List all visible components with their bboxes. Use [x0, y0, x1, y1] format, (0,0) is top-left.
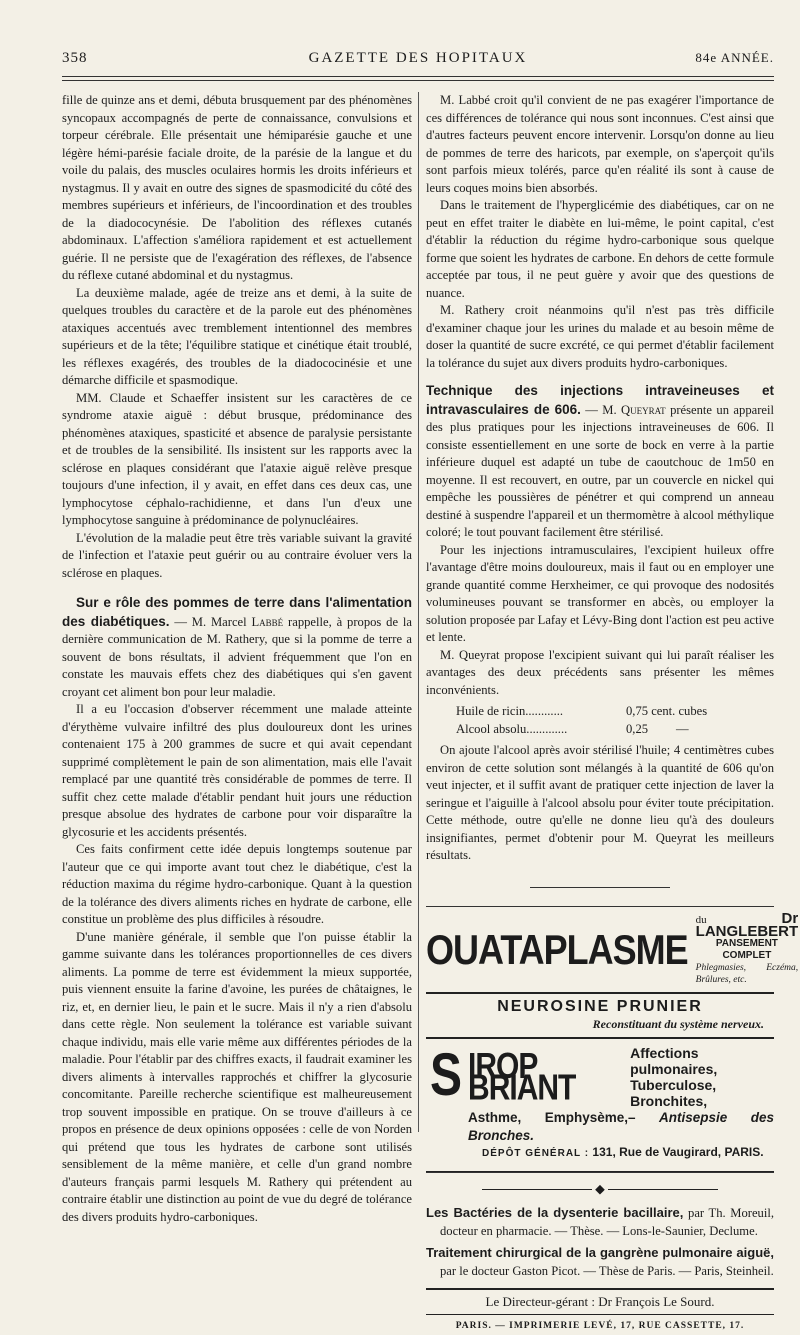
paragraph: D'une manière générale, il semble que l'on puisse établir la gamme suivante dans les tolérances proportionnelles de ces divers aliments. La pomme de terre est évidemment la mieux supportée, puis viennent ensuite la farine d'avoine, les purées de châtaignes, le riz, et, en dernier lieu, le pain et le sucre. Mais il n'y a rien d'absolu dans cette règle. Non seulement la tolérance est variable suivant chaque individu, mais elle varie même aux différentes périodes de la maladie. Pour l'établir par des chiffres exacts, il faudrait examiner les divers aliments à intervalles rapprochés et chiffrer la glycosurie concomitante. Pareille recherche scientifique est malheureusement trop souvent impossible en pratique. On se trouve d'ailleurs à ce propos en présence de deux opinions opposées : celle de von Norden qui prétend que tous les hydrates de carbone sont utilisés sensiblement de la même manière, et celle d'un grand nombre d'auteurs français parmi lesquels M. Rathery qui prétendent au contraire établir une distinction au point de vue du degré de tolérance des divers produits hydro-carboniques.: [62, 929, 412, 1227]
ad-indications: Phlegmasies, Eczéma, Brûlures, etc.: [696, 962, 799, 986]
ingredient-value: 0,25: [626, 721, 676, 739]
ingredient-name: Alcool absolu.............: [456, 721, 626, 739]
right-column: [426, 92, 774, 1335]
ad-depot: [468, 1144, 774, 1163]
biblio-title: Traitement chirurgical de la gangrène pulmonaire aiguë,: [426, 1245, 774, 1260]
ad-initial: S: [430, 1045, 462, 1163]
header-rule: [62, 80, 774, 81]
ad-top-line: [468, 1045, 774, 1109]
paragraph: MM. Claude et Schaeffer insistent sur les caractères de ce syndrome ataxie aiguë : début brusque, prédominance des phénomènes ataxiques, spasticité et absence de paralysie persistante et de troubles de la sensibilité. Ils insistent sur les rapports avec la sclérose en plaques considérant que l'ataxie aiguë relève presque toujours d'une infection, il y avait, en effet dans ces deux cas, une lymphocytose céphalo-rachidienne, et dans l'un d'eux une lymphocytose sanguine à prédominance de polynucléaires.: [62, 390, 412, 530]
advertisements: [426, 906, 774, 1173]
ingredient-value: 0,75 cent. cubes: [626, 703, 716, 721]
ingredient-name: Huile de ricin............: [456, 703, 626, 721]
text: 131, Rue de Vaugirard, PARIS.: [592, 1145, 763, 1159]
text: — M. Marcel: [169, 615, 251, 629]
recipe: [456, 703, 774, 738]
ad-asthme-line: [468, 1109, 774, 1144]
text: présente un appareil des plus pratiques pour les injections intraveineuses de 606. Il consiste essentiellement en une sorte de bock en verre à la partie inférieure duquel est adapté un tube de caoutchouc de 1m50 en moyenne. Il est recouvert, en outre, par un couvercle en nickel qui empêche les poussières de pénétrer et qui comprend un anneau destiné à suspendre l'appareil et un thermomètre à alcool méthylique coloré; le tout pouvant facilement être stérilisé.: [426, 403, 774, 540]
biblio-entry: [426, 1244, 774, 1280]
directeur-gerant: Le Directeur-gérant : Dr François Le Sourd.: [426, 1288, 774, 1315]
page-number: 358: [62, 50, 88, 67]
year-label: 84e ANNÉE.: [695, 50, 774, 66]
paragraph: L'évolution de la maladie peut être très variable suivant la gravité de l'infection et l'ataxie peut guérir ou au contraire évoluer vers la sclérose en plaques.: [62, 530, 412, 583]
paragraph: Pour les injections intramusculaires, l'excipient huileux offre l'avantage d'être moins douloureux, mais il faut ou en employer une grande quantité comme Herxheimer, ce qui provoque des nodosités volumineuses pouvant se transformer en abcès, ou employer la solution proposée par Lafay et Lévy-Bing dont l'action est peu active et lente.: [426, 542, 774, 647]
ad-affections: [630, 1045, 774, 1109]
recipe-row: [456, 703, 774, 721]
paragraph: La deuxième malade, agée de treize ans et demi, à la suite de quelques troubles du caractère et de la parole eut des phénomènes ataxiques accentués avec tremblement intentionnel des membres supérieurs et de la tête; l'équilibre statique et cinétique était troublé, les réflexes exagérés, des troubles de la diadococinésie et une démarche difficile et spasmodique.: [62, 285, 412, 390]
ad-du: du: [696, 914, 707, 926]
journal-title: GAZETTE DES HOPITAUX: [62, 50, 774, 67]
paragraph: Il a eu l'occasion d'observer récemment une malade atteinte d'érythème vulvaire infiltré des plus douloureux dont les urines contenaient 175 à 200 grammes de sucre et qui avait cependant supprimé complètement le pain de son alimentation, mais elle l'avait remplacé par une quantité très considérable de pommes de terre. Il suffit chez cette malade d'établir pendant huit jours une réduction presque absolue des hydrates de carbone pour voir disparaître la glycosurie et les accidents présentés.: [62, 701, 412, 841]
biblio-rest: par le docteur Gaston Picot. — Thèse de Paris. — Paris, Steinheil.: [440, 1264, 774, 1278]
paragraph: Dans le traitement de l'hyperglicémie des diabétiques, car on ne peut en effet traiter le diabète en lui-même, le point capital, c'est d'établir la réduction du régime hydro-carbonique sous quelque forme que soient les hydrates de carbone. En dehors de cette formule acceptée par tous, il ne peut guère y avoir que des questions de nuance.: [426, 197, 774, 302]
recipe-row: [456, 721, 774, 739]
paragraph: On ajoute l'alcool après avoir stérilisé l'huile; 4 centimètres cubes environ de cette solution sont mélangés à la quantité de 606 qu'on veut injecter, et il suffit avant de pratiquer cette injection de laver la seringue et l'aiguille à l'alcool absolu pour éviter toute précipitation. Cette méthode, outre qu'elle ne donne lieu qu'à des douleurs insignifiantes, permet d'obtenir pour M. Queyrat les meilleurs résultats.: [426, 742, 774, 865]
biblio-rest: par Th. Moreuil, docteur en pharmacie. — Thèse. — Lons-le-Saunier, Declume.: [440, 1206, 774, 1238]
biblio-entry: [426, 1204, 774, 1240]
section-title: Technique des injections intraveineuses et intravasculaires de 606.: [426, 383, 774, 417]
header-rule: [62, 76, 774, 77]
left-column: [62, 92, 412, 1226]
text: rappelle, à propos de la dernière communication de M. Rathery, que si la pomme de terre a souvent de bons résultats, il advient fréquemment que l'on en constate les mauvais effets chez des diabétiques qui s'en gavent croyant cet aliment bon pour leur maladie.: [62, 615, 412, 699]
section-paragraph: [62, 594, 412, 701]
biblio-title: Les Bactéries de la dysenterie bacillaire,: [426, 1205, 683, 1220]
bibliography: [426, 1204, 774, 1280]
ad-brand: OUATAPLASME: [426, 929, 688, 970]
imprimerie: PARIS. — IMPRIMERIE LEVÉ, 17, RUE CASSETTE, 17.: [426, 1318, 774, 1335]
column-divider: [418, 92, 419, 1132]
author-name: Labbé: [251, 615, 283, 629]
text: — M.: [581, 403, 621, 417]
ad-aff-line: Affections pulmonaires,: [630, 1045, 774, 1077]
section-title: Sur e rôle des pommes de terre dans l'alimentation des diabétiques.: [62, 595, 412, 629]
ad-pansement: PANSEMENT COMPLET: [696, 938, 799, 962]
ad-brand: NEUROSINE PRUNIER: [426, 998, 774, 1016]
ad-doctor: Dr LANGLEBERT: [696, 910, 799, 940]
ad-brand: IROP BRIANT: [468, 1056, 626, 1098]
page-header: [62, 50, 774, 72]
section-paragraph: [426, 382, 774, 542]
paragraph: M. Rathery croit néanmoins qu'il n'est pas très difficile d'examiner chaque jour les urines du malade et au besoin même de doser la quantité de sucre excrété, ce qui permet d'établir facilement la tolérance du sujet aux divers produits hydro-carboniques.: [426, 302, 774, 372]
ad-body: [468, 1045, 774, 1163]
paragraph: Ces faits confirment cette idée depuis longtemps soutenue par l'auteur que ce qui importe avant tout chez le diabétique, c'est la réduction maxima du régime hydro-carbonique. Quant à la question de la tolérance des divers aliments riches en hydrate de carbone, elle constitue un problème des plus difficiles à résoudre.: [62, 841, 412, 929]
ad-ouataplasme: [426, 907, 774, 994]
paragraph: M. Queyrat propose l'excipient suivant qui lui paraît réaliser les avantages des deux précédents sans présenter les mêmes inconvénients.: [426, 647, 774, 700]
paragraph: M. Labbé croit qu'il convient de ne pas exagérer l'importance de ces différences de tolérance qui nous sont inconnues. C'est ainsi que d'autres facteurs peuvent encore intervenir. Lorsqu'on donne au lieu de pommes de terre des haricots, par exemple, on s'aperçoit qu'ils sont parfois mieux tolérés, parce qu'en réalité ils sont à cause de leurs coques moins bien absorbés.: [426, 92, 774, 197]
ad-aff-line: Tuberculose, Bronchites,: [630, 1077, 774, 1109]
ad-sirop-briant: [426, 1039, 774, 1172]
text: DÉPÔT GÉNÉRAL :: [482, 1148, 589, 1159]
ad-details: [696, 913, 799, 986]
ditto-mark: —: [676, 721, 689, 739]
ad-neurosine: [426, 994, 774, 1039]
section-rule: [426, 879, 774, 897]
text: Asthme, Emphysème,–: [468, 1110, 636, 1125]
text: Antisepsie des Bronches.: [468, 1110, 774, 1143]
ornament-rule: ◆: [426, 1181, 774, 1199]
ad-tagline: Reconstituant du système nerveux.: [426, 1016, 774, 1034]
paragraph: fille de quinze ans et demi, débuta brusquement par des phénomènes syncopaux accompagnés de perte de connaissance, convulsions et torpeur cérébrale. Elle présentait une hémiparésie gauche et une légère hémi-parésie faciale droite, de la parésie de la langue et du voile du palais, des muscles oculaires hormis les droits inférieurs et nystagmus. Il y avait en outre des signes de spasmodicité du côté des membres supérieurs et inférieurs, de l'incoordination et des troubles de la diadococynésie. De l'abolition des réflexes cutanés abdominaux. L'affection s'améliora rapidement et est actuellement guérie. Il ne persiste que de l'exagération des réflexes, de l'absence du réflexe cutané abdominal et du nystagmus.: [62, 92, 412, 285]
author-name: Queyrat: [621, 403, 666, 417]
